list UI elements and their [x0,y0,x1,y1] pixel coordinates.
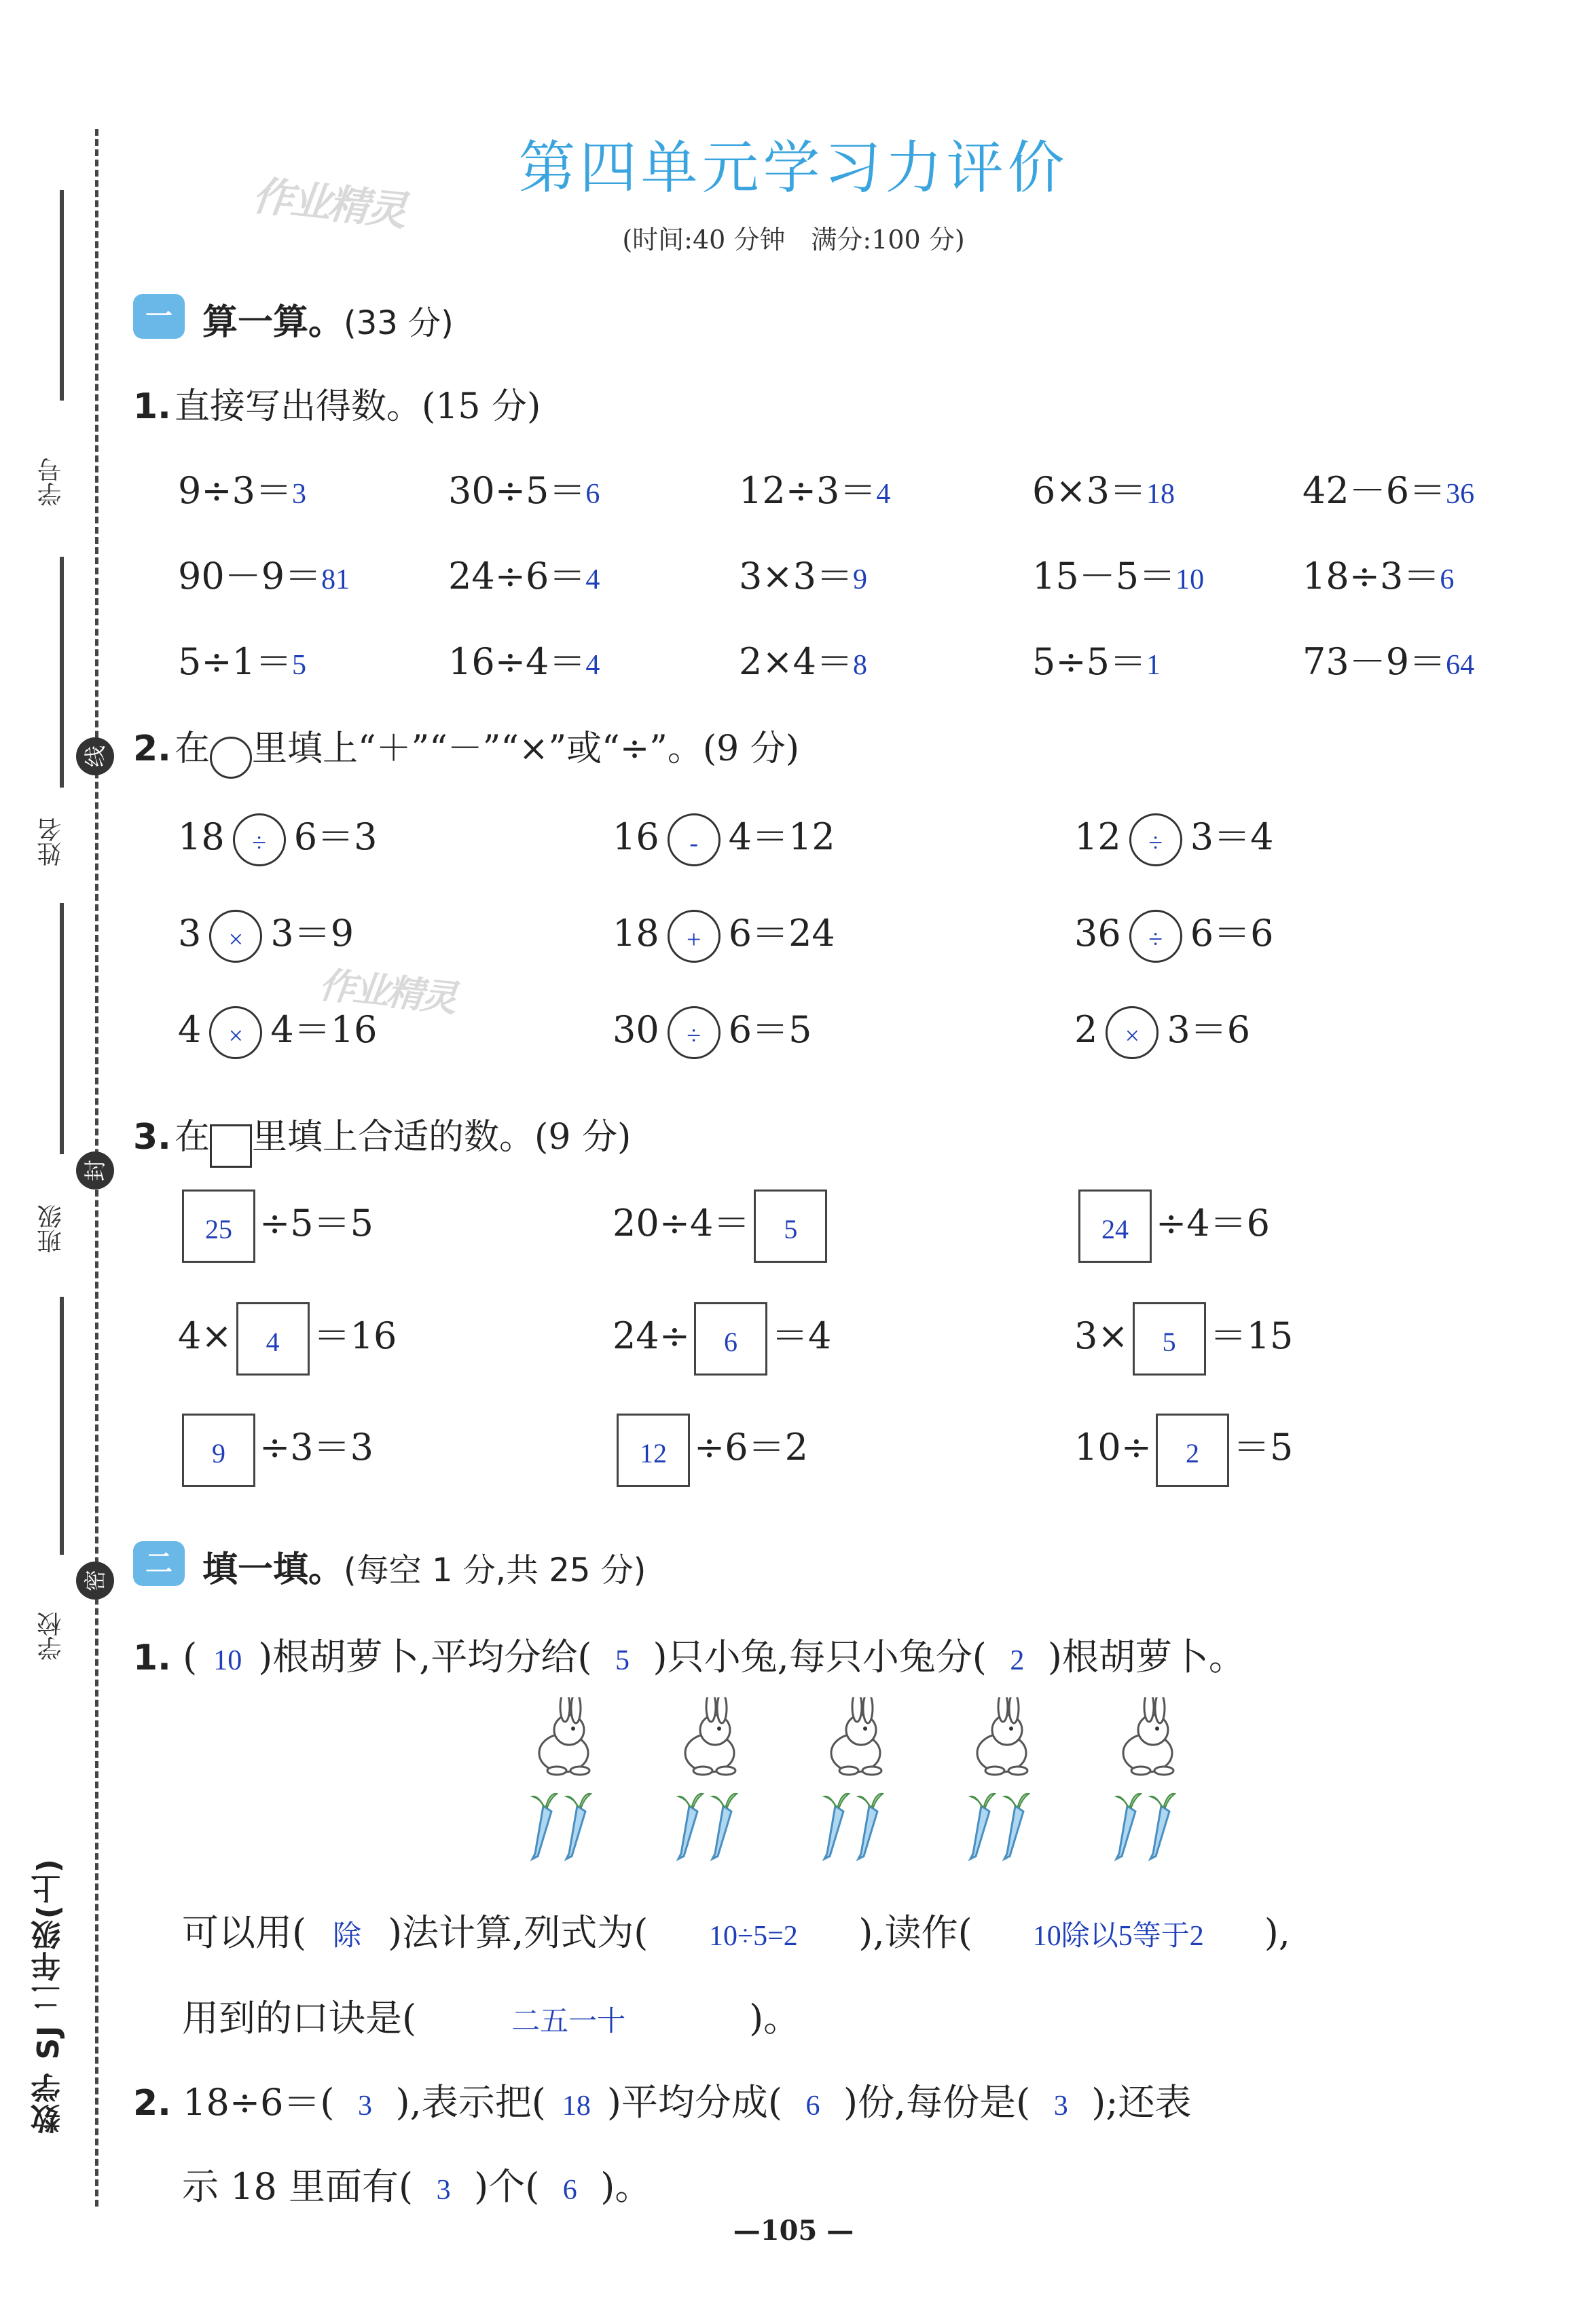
question-number: 2. [133,2083,171,2124]
right-side: 6＝24 [728,912,835,955]
question-text-before: 在 [175,728,211,769]
operator-circle [1106,1006,1159,1059]
student-number-label: 学号 [37,458,65,506]
operator-circle [668,1006,720,1059]
watermark-logo: 作业精灵 [250,172,407,236]
right-side: 3＝4 [1190,815,1274,858]
answer: 6 [805,2090,820,2122]
expression: 90－9＝ [178,555,322,597]
page-number: —105 — [733,2215,854,2247]
math-item [1302,547,1454,600]
carrot-icon [824,1794,883,1859]
answer: 18 [562,2090,591,2122]
suffix: ＝15 [1209,1314,1294,1357]
answer: 4 [876,479,891,510]
answer: 4 [585,650,600,681]
prefix: 24÷ [613,1314,690,1357]
book-spine-label: 数学 SJ 二年级(上) [31,1858,66,2135]
question-2-1-line-2 [182,1904,1290,1956]
operator-item [613,904,835,963]
class-line [60,903,64,1154]
answer-box [1133,1302,1206,1376]
box-item [613,1302,831,1376]
operator-circle [1129,910,1182,963]
left-operand: 18 [178,815,225,858]
question-text: 直接写出得数。(15 分) [175,386,541,427]
answer: 64 [1446,650,1475,681]
right-side: 3＝6 [1167,1008,1251,1051]
answer: 2 [1010,1645,1025,1676]
answer: × [1125,1022,1140,1050]
answer: 8 [852,650,867,681]
blank-box-icon [210,1124,252,1168]
name-label: 姓名 [37,817,65,866]
right-side: 4＝16 [270,1008,378,1051]
answer: 3 [291,479,306,510]
operator-circle [1129,813,1182,866]
left-operand: 16 [613,815,659,858]
answer: 4 [266,1327,280,1357]
math-item [739,633,867,685]
right-side: 6＝3 [293,815,378,858]
question-text-after: 里填上“＋”“－”“×”或“÷”。(9 分) [252,728,800,769]
question-number: 2. [133,728,171,769]
rabbit-icon [977,1697,1027,1775]
answer: 9 [212,1438,225,1469]
blank-circle-icon [210,737,252,779]
operator-circle [668,813,720,866]
school-label: 学校 [37,1612,65,1661]
section-number-badge: 一 [133,294,185,339]
left-operand: 18 [613,912,659,955]
operator-item [1074,904,1273,963]
answer: 25 [205,1214,232,1244]
prefix: 10÷ [1074,1426,1152,1469]
answer: 除 [333,1921,362,1952]
question-text-before: 在 [175,1117,211,1158]
answer-box [617,1414,690,1487]
left-operand: 30 [613,1008,659,1051]
expression: 3×3＝ [739,555,853,597]
suffix: ÷4＝6 [1156,1202,1270,1244]
left-operand: 2 [1074,1008,1098,1051]
text: )根胡萝卜。 [1047,1636,1245,1678]
answer: 5 [784,1214,798,1244]
answer: 6 [1440,564,1455,595]
answer: 6 [723,1327,737,1357]
text: ),读作( [858,1911,972,1954]
operator-item [178,808,377,866]
expression: 42－6＝ [1302,469,1446,512]
box-item [1074,1189,1270,1263]
school-line [60,1297,64,1555]
answer: × [228,1022,244,1050]
box-item [613,1414,808,1487]
answer: 1 [1146,650,1161,681]
rabbit-icon [685,1697,735,1775]
math-item [178,633,306,685]
operator-circle [233,813,286,866]
left-operand: 12 [1074,815,1121,858]
text: )。 [749,1997,801,2040]
section-title [202,293,454,344]
carrot-icon [1116,1794,1175,1859]
expression: 5÷1＝ [178,640,292,683]
answer: 二五一十 [511,2006,626,2037]
answer: 81 [321,564,350,595]
answer: ÷ [1148,925,1163,954]
prefix: 3× [1074,1314,1129,1357]
operator-item [613,1001,811,1059]
answer: 10 [213,1645,242,1676]
math-item [1302,633,1474,685]
question-2-1-line-3 [182,1989,800,2042]
text: 18÷6＝( [183,2081,335,2124]
text: 用到的口诀是( [182,1997,417,2040]
carrot-icon [532,1794,591,1859]
math-item [178,462,306,514]
section-points: (每空 1 分,共 25 分) [344,1551,646,1589]
text: )法计算,列式为( [388,1911,649,1954]
cut-mark-secret: 密 [76,1562,114,1600]
answer: 5 [291,650,306,681]
answer: 4 [585,564,600,595]
right-side: 4＝12 [728,815,835,858]
text: )平均分成( [606,2081,782,2124]
suffix: ÷5＝5 [259,1202,373,1244]
text: )只小兔,每只小兔分( [653,1636,987,1678]
operator-circle [209,910,262,963]
section-title-text: 算一算。 [202,302,344,343]
box-item [178,1414,373,1487]
math-item [1302,462,1474,514]
prefix: 4× [178,1314,232,1357]
question-text-after: 里填上合适的数。(9 分) [252,1117,632,1158]
answer: × [228,925,244,954]
question-number: 3. [133,1117,171,1158]
math-item [1032,547,1204,600]
operator-item [178,904,354,963]
expression: 2×4＝ [739,640,853,683]
suffix: ＝5 [1233,1426,1294,1469]
expression: 15－5＝ [1032,555,1176,597]
box-item [1074,1414,1293,1487]
rabbits-carrots-illustration [516,1697,1209,1874]
text: )根胡萝卜,平均分给( [258,1636,592,1678]
text: ),表示把( [395,2081,546,2124]
rabbit-icon [831,1697,881,1775]
answer: 12 [640,1438,667,1469]
answer-box [1156,1414,1229,1487]
section-number-badge: 二 [133,1541,185,1586]
text: ( [183,1636,198,1678]
cut-mark-seal: 封 [76,1151,114,1189]
right-side: 3＝9 [270,912,354,955]
rabbit-icon [1123,1697,1173,1775]
answer: 3 [1053,2090,1068,2122]
carrot-icon [970,1794,1029,1859]
question-1-1 [133,377,541,428]
page-title: 第四单元学习力评价 [518,134,1069,201]
answer: 5 [615,1645,630,1676]
question-1-2 [133,720,799,779]
text: 示 18 里面有( [182,2165,414,2208]
math-item [1032,633,1161,685]
suffix: ＝4 [771,1314,832,1357]
question-2-2-line-1 [133,2073,1192,2126]
suffix: ＝16 [313,1314,397,1357]
math-item [1032,462,1175,514]
operator-circle [668,910,720,963]
question-number: 1. [133,386,171,427]
answer: ÷ [687,1022,701,1050]
expression: 18÷3＝ [1302,555,1440,597]
box-item [178,1302,397,1376]
box-item [613,1189,831,1263]
time-score-info: (时间:40 分钟 满分:100 分) [622,225,965,255]
expression: 73－9＝ [1302,640,1446,683]
name-line [60,557,64,788]
math-item [178,547,350,600]
math-item [739,547,867,600]
math-item [448,633,600,685]
operator-item [1074,1001,1250,1059]
prefix: 20÷4＝ [613,1202,750,1244]
text: 可以用( [182,1911,307,1954]
answer: 36 [1446,479,1475,510]
box-item [178,1189,373,1263]
expression: 5÷5＝ [1032,640,1146,683]
text: )。 [600,2165,652,2208]
section-title-text: 填一填。 [202,1549,344,1590]
text: );还表 [1091,2081,1192,2124]
operator-circle [209,1006,262,1059]
class-label: 班级 [37,1204,65,1253]
left-operand: 4 [178,1008,202,1051]
question-2-2-line-2 [182,2158,651,2210]
text: ), [1264,1911,1290,1954]
answer: 10÷5=2 [709,1921,798,1952]
text: )份,每份是( [843,2081,1031,2124]
left-operand: 36 [1074,912,1121,955]
question-2-1-line-1 [133,1628,1245,1680]
math-item [739,462,890,514]
math-item [448,547,600,600]
math-item [448,462,600,514]
answer: 6 [585,479,600,510]
operator-item [613,808,835,866]
answer: 6 [562,2175,577,2206]
section-points: (33 分) [344,304,454,342]
answer-box [182,1414,255,1487]
answer-box [694,1302,767,1376]
answer-box [1078,1189,1152,1263]
answer: 18 [1146,479,1175,510]
expression: 12÷3＝ [739,469,877,512]
answer: 3 [358,2090,372,2122]
operator-item [1074,808,1273,866]
operator-item [178,1001,377,1059]
answer: 3 [436,2175,451,2206]
carrot-icon [678,1794,737,1859]
expression: 9÷3＝ [178,469,292,512]
answer-box [754,1189,827,1263]
answer-box [236,1302,310,1376]
rabbit-icon [539,1697,589,1775]
answer: 10 [1175,564,1205,595]
answer: - [689,829,699,857]
expression: 6×3＝ [1032,469,1146,512]
answer: 10除以5等于2 [1032,1921,1204,1952]
suffix: ÷3＝3 [259,1426,373,1469]
expression: 24÷6＝ [448,555,586,597]
cut-mark-line: 线 [76,737,114,775]
expression: 30÷5＝ [448,469,586,512]
section-title [202,1541,646,1591]
answer: ÷ [252,829,267,857]
question-1-3 [133,1108,631,1168]
answer: 24 [1101,1214,1129,1244]
left-operand: 3 [178,912,202,955]
answer: 5 [1162,1327,1176,1357]
expression: 16÷4＝ [448,640,586,683]
answer-box [182,1189,255,1263]
text: )个( [474,2165,540,2208]
suffix: ÷6＝2 [694,1426,808,1469]
box-item [1074,1302,1293,1376]
answer: 9 [852,564,867,595]
answer: + [687,925,701,954]
right-side: 6＝6 [1190,912,1274,955]
right-side: 6＝5 [728,1008,812,1051]
question-number: 1. [133,1638,171,1678]
watermark-logo: 作业精灵 [316,963,457,1020]
answer: 2 [1185,1438,1199,1469]
answer: ÷ [1148,829,1163,857]
